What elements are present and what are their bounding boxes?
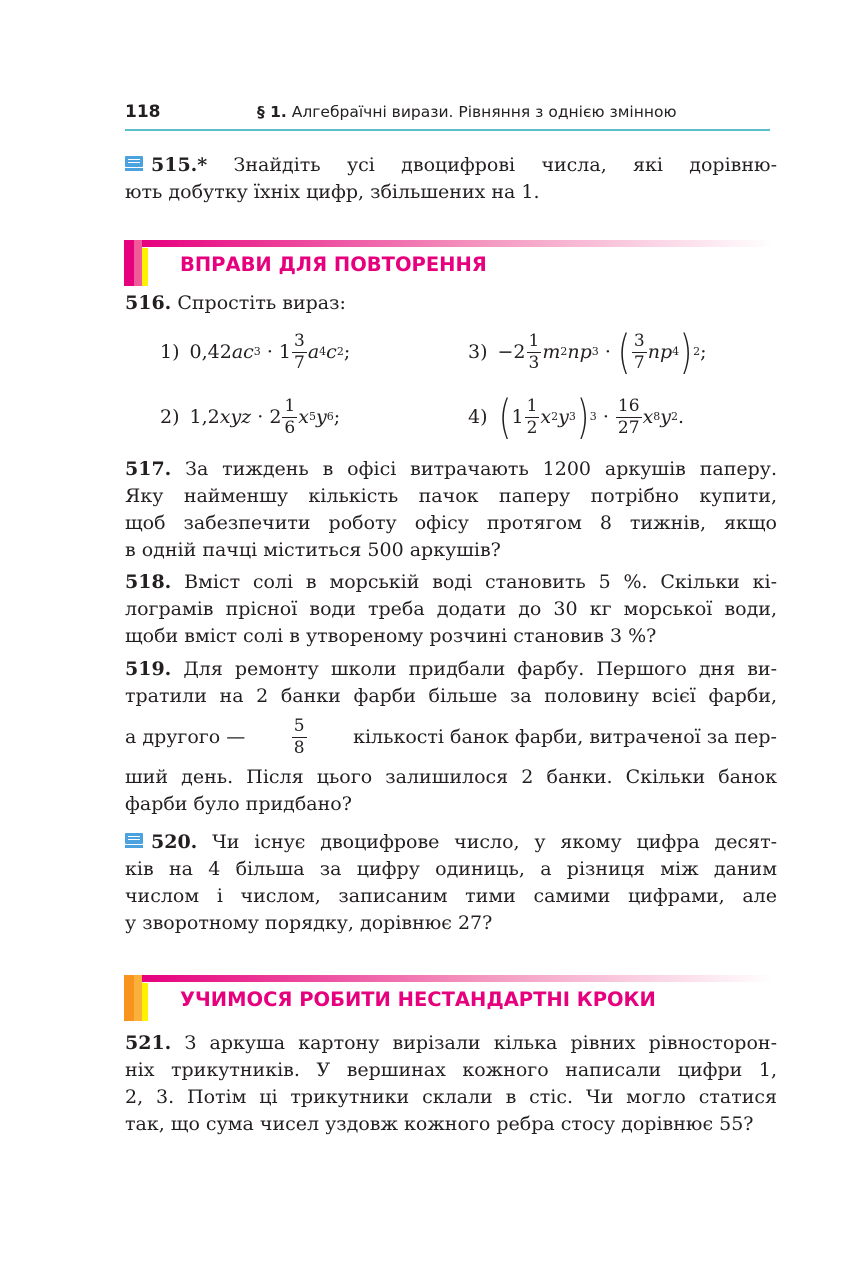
exercise-517 xyxy=(125,456,777,564)
banner-stripe xyxy=(134,975,142,1021)
text-line: 2, 3. Потім ці трикутники склали в стіс. Чи могло статися xyxy=(125,1086,777,1108)
banner-gradient xyxy=(142,975,774,982)
text-line: Яку найменшу кількість пачок паперу потрібно купити, xyxy=(125,485,777,507)
fraction-line: а другого — $\frac{5}{8}$ кількості банок фарби, витраченої за пер- xyxy=(125,715,777,758)
text-line: числом і числом, записаним тими самими цифрами, але xyxy=(125,885,777,907)
task-text: Спростіть вираз: xyxy=(177,292,346,314)
section-banner-nonstandard xyxy=(124,975,774,1021)
expression-1: 1) 0,42 ac 3 · 1 $\frac{3}{7}$ a 4 c 2 ; xyxy=(160,330,351,373)
page-header xyxy=(125,100,770,130)
banner-stripe xyxy=(124,975,134,1021)
exercise-518 xyxy=(125,569,777,650)
text-line: ший день. Після цього залишилося 2 банки. Скільки банок xyxy=(125,766,777,788)
exercise-number: 521. xyxy=(125,1032,172,1054)
running-title xyxy=(257,103,677,121)
exercise-520 xyxy=(125,829,777,937)
exercise-number: 517. xyxy=(125,458,172,480)
text-line: щоб забезпечити роботу офісу протягом 8 тижнів, якщо xyxy=(125,512,777,534)
section-label: § 1. xyxy=(257,103,287,121)
text-line: так, що сума чисел уздовж кожного ребра стосу дорівнює 55? xyxy=(125,1113,754,1135)
exercise-516 xyxy=(125,290,777,317)
text-line: в одній пачці міститься 500 аркушів? xyxy=(125,539,501,561)
section-banner-review xyxy=(124,240,774,286)
exercise-number: 516. xyxy=(125,292,172,314)
exercise-521 xyxy=(125,1030,777,1138)
expression-3: 3) −2 $\frac{1}{3}$ m 2 np 3 · ( $\frac{3}{7}$ np 4 ) 2 ; xyxy=(468,325,707,379)
text-line: Вміст солі в морській воді становить 5 %. Скільки кі- xyxy=(184,571,778,593)
exercise-number: 519. xyxy=(125,658,172,680)
exercise-515 xyxy=(125,152,777,206)
text-line: щоби вміст солі в утвореному розчині становив 3 %? xyxy=(125,625,657,647)
banner-title: ВПРАВИ ДЛЯ ПОВТОРЕННЯ xyxy=(180,253,487,276)
text-line: тратили на 2 банки фарби більше за половину всієї фарби, xyxy=(125,685,777,707)
text-line: ють добутку їхніх цифр, збільшених на 1. xyxy=(125,181,540,203)
text-line: ніх трикутників. У вершинах кожного написали цифри 1, xyxy=(125,1059,777,1081)
banner-title: УЧИМОСЯ РОБИТИ НЕСТАНДАРТНІ КРОКИ xyxy=(180,988,656,1011)
text-line: фарби було придбано? xyxy=(125,793,352,815)
text-line: Знайдіть усі двоцифрові числа, які дорівню- xyxy=(233,154,777,176)
expression-4: 4) ( 1 $\frac{1}{2}$ x 2 y 3 ) 3 · $\frac{16}{27}$ x 8 y 2 . xyxy=(468,390,685,444)
ebook-icon[interactable] xyxy=(125,156,143,172)
fraction: $\frac{5}{8}$ xyxy=(293,715,305,758)
text-line: ків на 4 більша за цифру одиниць, а різниця між даним xyxy=(125,858,777,880)
exercise-number: 515.* xyxy=(151,154,208,176)
exercise-number: 518. xyxy=(125,571,172,593)
text-line: З аркуша картону вирізали кілька рівних рівносторон- xyxy=(184,1032,777,1054)
text-line: Чи існує двоцифрове число, у якому цифра десят- xyxy=(212,831,777,853)
text-line: За тиждень в офісі витрачають 1200 аркушів паперу. xyxy=(185,458,777,480)
text-line: лограмів прісної води треба додати до 30 кг морської води, xyxy=(125,598,777,620)
banner-gradient xyxy=(142,240,774,247)
section-title: Алгебраїчні вирази. Рівняння з однією змінною xyxy=(291,103,677,121)
ebook-icon[interactable] xyxy=(125,833,143,849)
banner-stripe xyxy=(134,240,142,286)
banner-stripe xyxy=(124,240,134,286)
expression-2: 2) 1,2 xyz · 2 $\frac{1}{6}$ x 5 y 6 ; xyxy=(160,395,341,438)
header-rule xyxy=(125,129,770,131)
exercise-519 xyxy=(125,656,777,818)
exercise-number: 520. xyxy=(151,831,198,853)
text-line: Для ремонту школи придбали фарбу. Першого дня ви- xyxy=(183,658,777,680)
page-number: 118 xyxy=(125,102,161,122)
text-line: у зворотному порядку, дорівнює 27? xyxy=(125,912,493,934)
banner-stripe xyxy=(142,248,148,286)
banner-stripe xyxy=(142,983,148,1021)
